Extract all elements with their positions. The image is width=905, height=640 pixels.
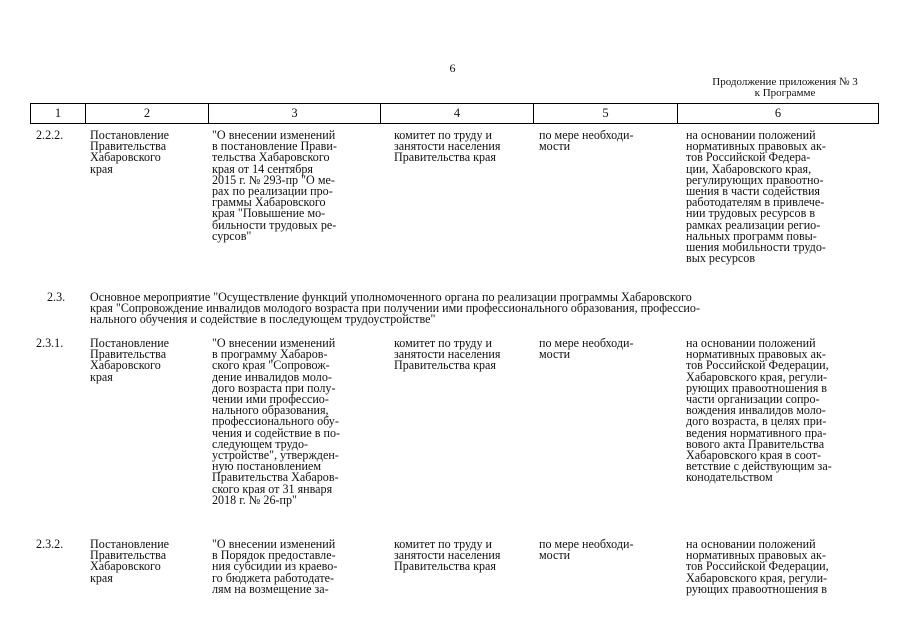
basis: на основании положений нормативных правовых ак- тов Российской Федера- ции, Хабаровского края, регулирующих правоотно- шения в части содействия работодателям в привлече- нии трудовых ресурсов в рамках реализации регио- нальных программ повы- шения мобильности трудо- вых ресурсов: [686, 128, 826, 266]
term: по мере необходи- мости: [539, 336, 634, 362]
row-number: 2.3.2.: [36, 537, 64, 551]
row-number: 2.3.1.: [36, 336, 64, 350]
executor: комитет по труду и занятости населения Правительства края: [394, 128, 501, 165]
act-title: "О внесении изменений в Порядок предоставле- ния субсидии из краево- го бюджета работодате- лям на возмещение за-: [212, 537, 338, 596]
row-number: 2.2.2.: [36, 128, 64, 142]
act-type: Постановление Правительства Хабаровского края: [90, 537, 170, 585]
page-number: 6: [449, 61, 456, 75]
act-type: Постановление Правительства Хабаровского края: [90, 336, 170, 384]
appendix-note-line1: Продолжение приложения № 3: [712, 76, 858, 88]
header-col-6: 6: [677, 104, 879, 123]
act-title: "О внесении изменений в постановление Прави- тельства Хабаровского края от 14 сентября 2015 г. № 293-пр "О ме- рах по реализации про- граммы Хабаровского края "Повышение мо- бильности трудовых ре- сурсов": [212, 128, 337, 243]
executor: комитет по труду и занятости населения Правительства края: [394, 336, 501, 373]
appendix-note-line2: к Программе: [754, 87, 816, 99]
main-event-text: Основное мероприятие "Осуществление функций уполномоченного органа по реализации программы Хабаровского края "Сопровождение инвалидов молодого возраста при получении ими профессионального образования, профессио- нального обучения и содействие в последующем трудоустройстве": [90, 290, 700, 327]
header-col-2: 2: [85, 104, 208, 123]
act-type: Постановление Правительства Хабаровского края: [90, 128, 170, 176]
table-header: [30, 103, 879, 124]
term: по мере необходи- мости: [539, 128, 634, 154]
header-col-5: 5: [533, 104, 677, 123]
header-col-4: 4: [380, 104, 533, 123]
header-col-3: 3: [208, 104, 380, 123]
header-col-1: 1: [30, 104, 85, 123]
executor: комитет по труду и занятости населения Правительства края: [394, 537, 501, 574]
appendix-note: [690, 77, 880, 99]
basis: на основании положений нормативных правовых ак- тов Российской Федерации, Хабаровского края, регули- рующих правоотношения в: [686, 537, 829, 596]
basis: на основании положений нормативных правовых ак- тов Российской Федерации, Хабаровского края, регули- рующих правоотношения в части организации сопро- вождения инвалидов моло- дого возраста, в целях при- ведения нормативного пра- вового акта Правительства Хабаровского края в соот- ветствие с действующим за- конодательством: [686, 336, 832, 485]
main-event-number: 2.3.: [47, 290, 66, 304]
term: по мере необходи- мости: [539, 537, 634, 563]
act-title: "О внесении изменений в программу Хабаров- ского края "Сопровож- дение инвалидов моло- дого возраста при полу- чении ими профессио- нального образования, профессионального обу- чения и содействие в по- следующем трудо- устройстве", утвержден- ную постановлением Правительства Хабаров- ского края от 31 января 2018 г. № 26-пр": [212, 336, 341, 507]
